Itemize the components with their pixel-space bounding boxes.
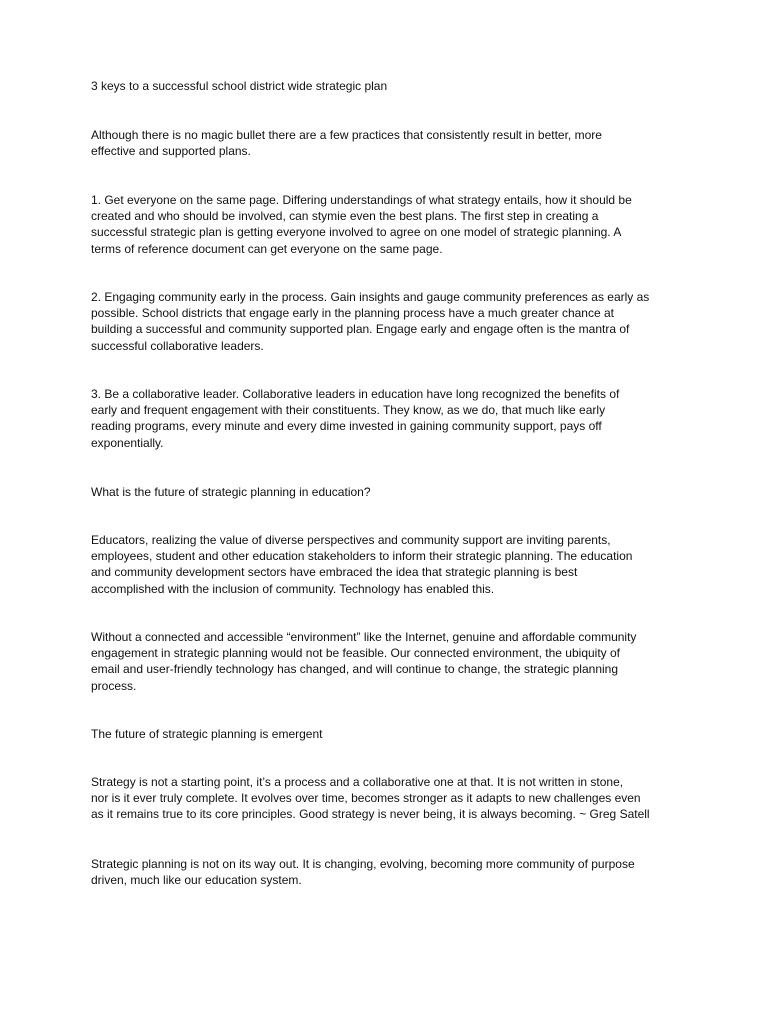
paragraph-line: terms of reference document can get everyone on the same page. [91,241,443,256]
paragraph-line: process. [91,678,137,693]
paragraph-line: Strategy is not a starting point, it’s a process and a collaborative one at that. It is not written in stone, [91,775,624,789]
paragraph-line: accomplished with the inclusion of community. Technology has enabled this. [91,581,495,596]
paragraph-line: exponentially. [91,435,164,450]
paragraph-line: as it remains true to its core principles. Good strategy is never being, it is always becoming. ~ Greg Satell [91,807,650,822]
emergent-heading [91,726,691,742]
without-paragraph [91,629,691,694]
paragraph-line: 3. Be a collaborative leader. Collaborative leaders in education have long recognized the benefits of [91,387,620,401]
paragraph-line: nor is it ever truly complete. It evolves over time, becomes stronger as it adapts to new challenges even [91,791,641,806]
closing-paragraph [91,856,691,888]
paragraph-line: building a successful and community supported plan. Engage early and engage often is the mantra of [91,322,630,337]
paragraph-line: driven, much like our education system. [91,873,302,888]
title-line: 3 keys to a successful school district wide strategic plan [91,79,388,93]
paragraph-line: created and who should be involved, can stymie even the best plans. The first step in creating a [91,209,599,224]
paragraph-line: engagement in strategic planning would not be feasible. Our connected environment, the ubiquity of [91,646,621,661]
paragraph-line: reading programs, every minute and every dime invested in gaining community support, pays off [91,419,602,434]
key-three-paragraph [91,386,691,451]
paragraph-line: and community development sectors have embraced the idea that strategic planning is best [91,565,578,580]
educators-paragraph [91,532,691,597]
heading-line: The future of strategic planning is emergent [91,727,323,741]
document-title [91,78,691,94]
paragraph-line: employees, student and other education stakeholders to inform their strategic planning. The education [91,549,633,564]
paragraph-line: Although there is no magic bullet there are a few practices that consistently result in better, more [91,128,602,142]
paragraph-line: successful collaborative leaders. [91,338,264,353]
quote-paragraph [91,774,691,823]
key-two-paragraph [91,289,691,354]
heading-line: What is the future of strategic planning in education? [91,485,371,499]
paragraph-line: possible. School districts that engage early in the planning process have a much greater chance at [91,306,614,321]
intro-paragraph [91,127,691,159]
paragraph-line: 2. Engaging community early in the process. Gain insights and gauge community preferences as early as [91,290,650,304]
future-heading [91,484,691,500]
paragraph-line: early and frequent engagement with their constituents. They know, as we do, that much like early [91,403,606,418]
paragraph-line: successful strategic plan is getting everyone involved to agree on one model of strategic planning. A [91,225,622,240]
paragraph-line: Without a connected and accessible “environment” like the Internet, genuine and affordable community [91,630,637,644]
paragraph-line: Strategic planning is not on its way out. It is changing, evolving, becoming more community of purpose [91,857,635,871]
paragraph-line: email and user-friendly technology has changed, and will continue to change, the strategic planning [91,662,619,677]
paragraph-line: Educators, realizing the value of diverse perspectives and community support are inviting parents, [91,533,611,547]
key-one-paragraph [91,192,691,257]
paragraph-line: 1. Get everyone on the same page. Differing understandings of what strategy entails, how it should be [91,193,632,207]
paragraph-line: effective and supported plans. [91,144,251,159]
